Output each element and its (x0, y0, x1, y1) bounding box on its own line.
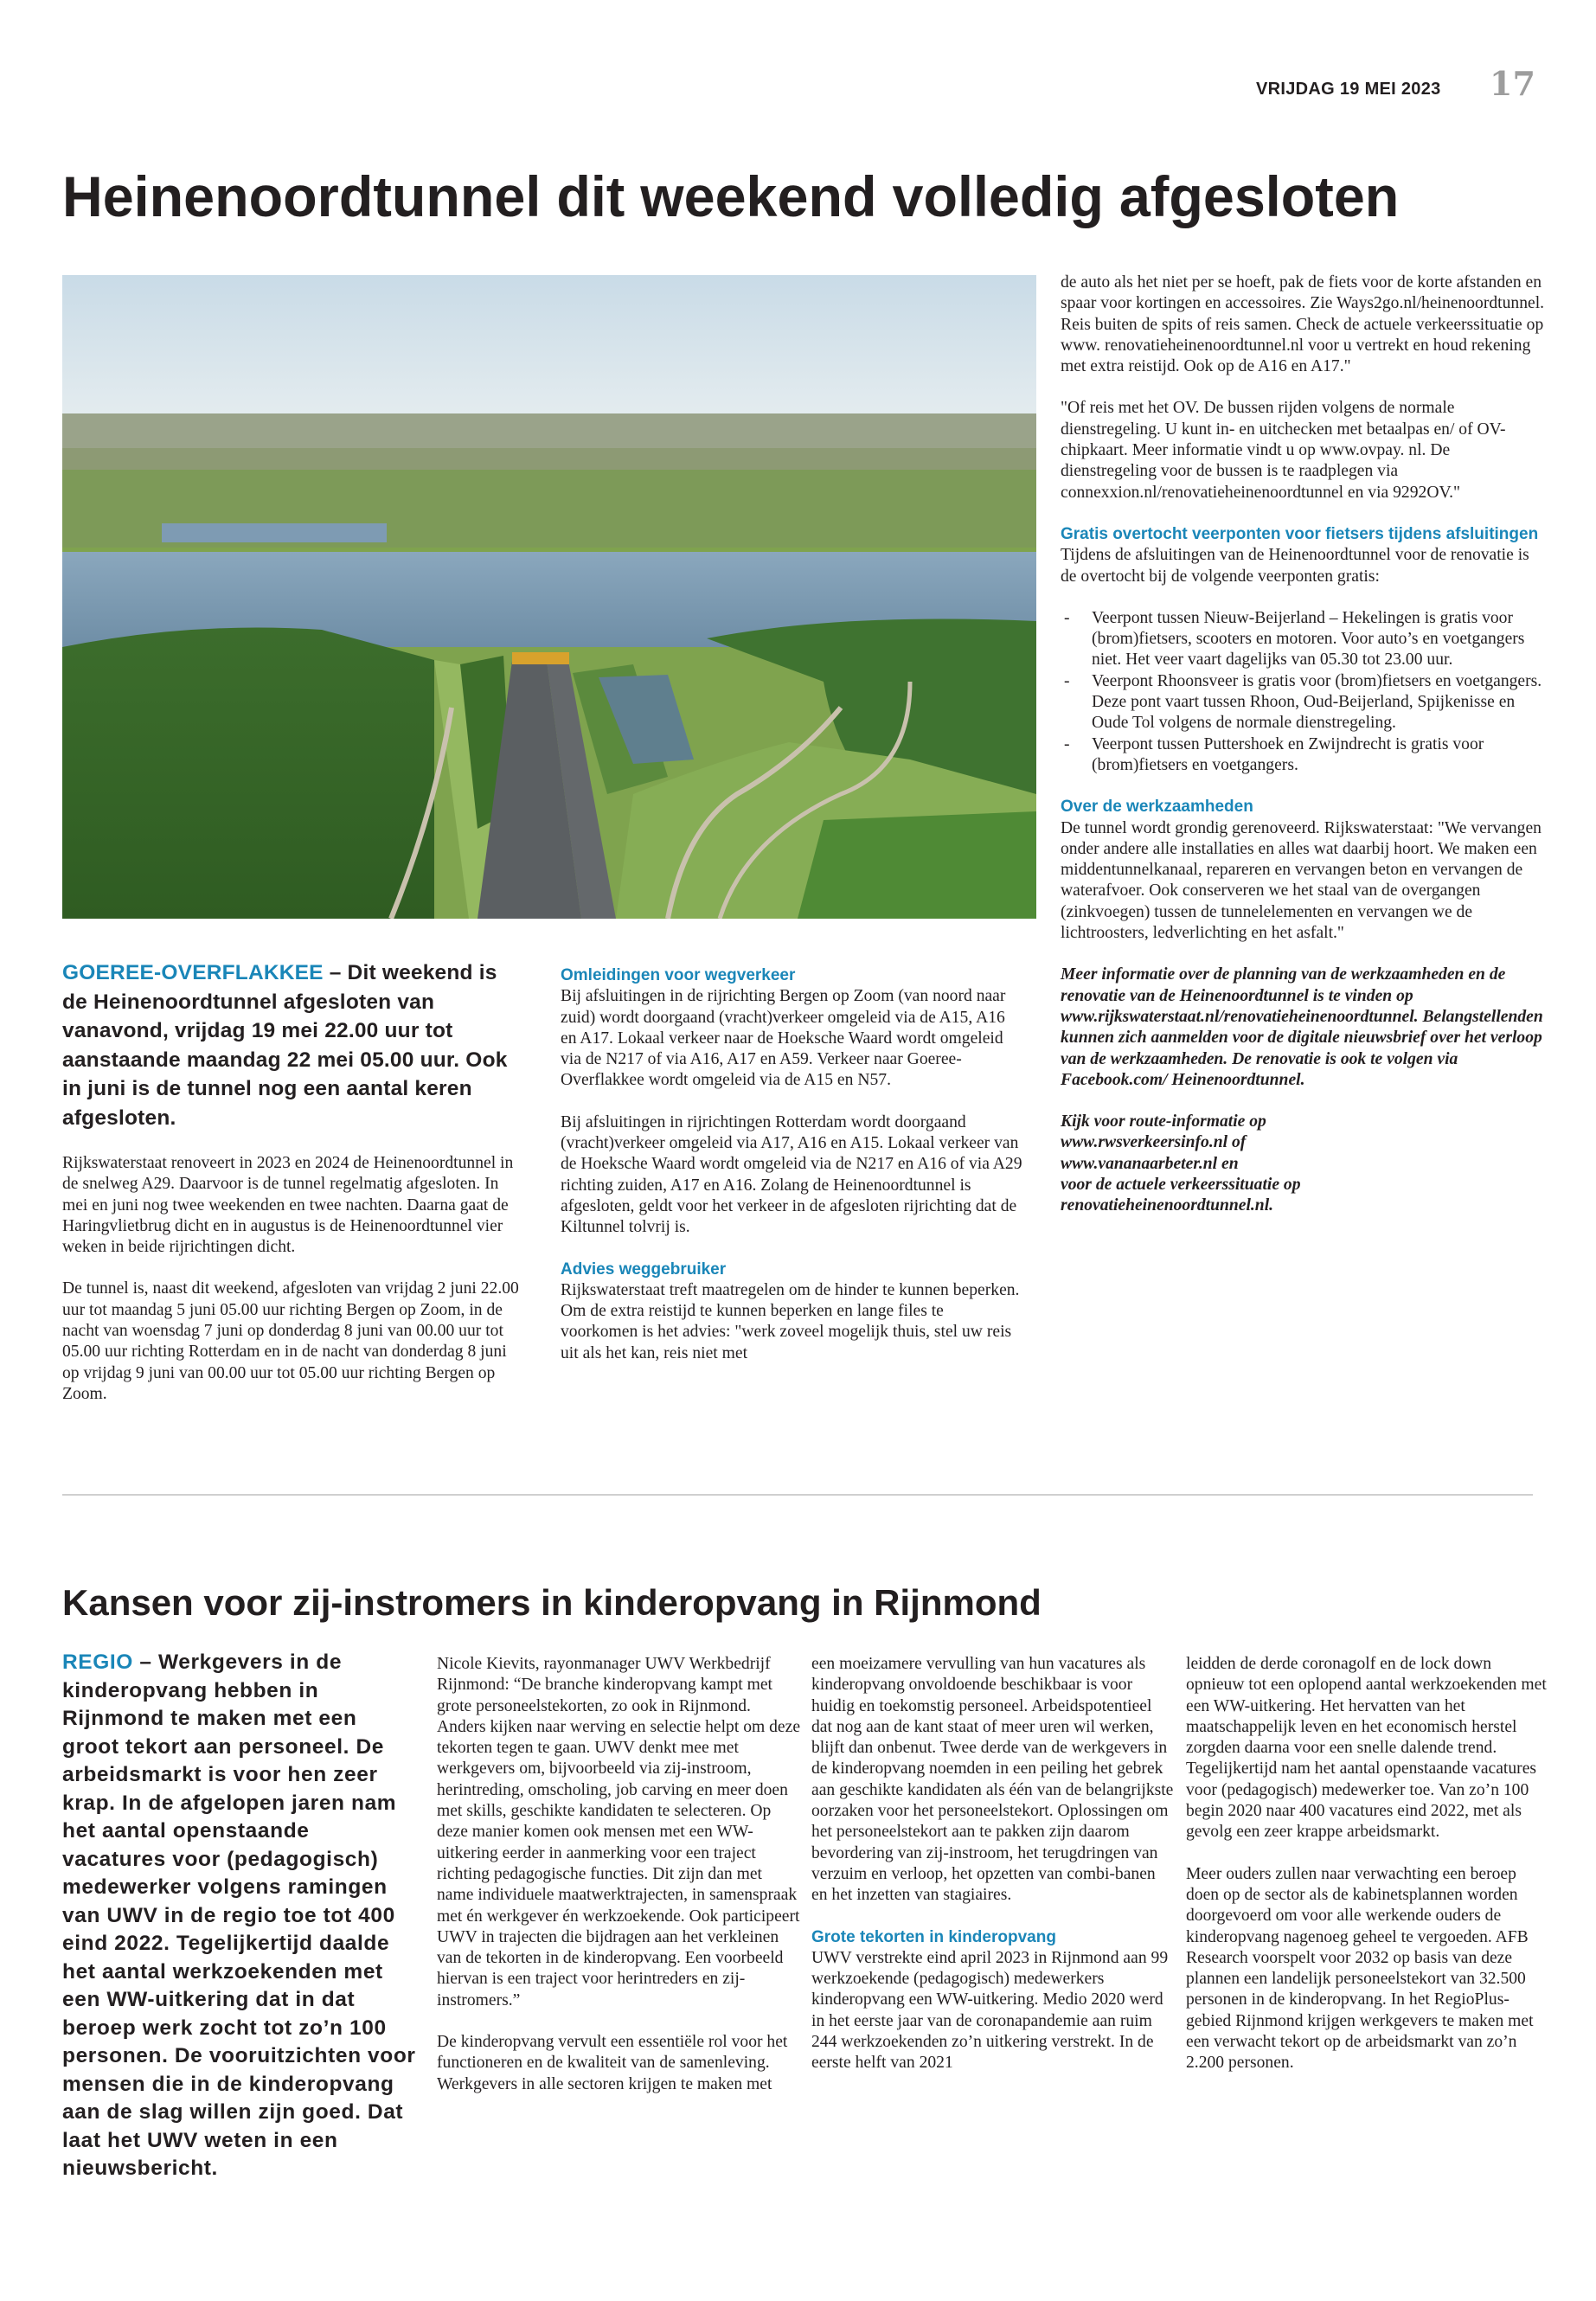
body-paragraph: Rijkswaterstaat renoveert in 2023 en 2024 de Heinenoordtunnel in de snelweg A29. Daarvoor is de tunnel regelmatig afgesloten. In mei en juni nog twee weekenden en twee nachten. Daarna gaat de Haringvlietbrug dicht en in augustus is de Heinenoordtunnel vier weken in beide rijrichtingen dicht. (62, 1154, 514, 1257)
body-paragraph: Nicole Kievits, rayonmanager UWV Werkbedrijf Rijnmond: “De branche kinderopvang kampt met grote personeelstekorten, zo ook in Rijnmond. Anders kijken naar werving en selectie helpt om deze tekorten tegen te gaan. UWV denkt mee met werkgevers om, bijvoorbeeld via zij-instroom, herintreding, omscholing, job carving en meer doen met skills, geschikte kandidaten te selecteren. Op deze manier komen ook mensen met een WW-uitkering eerder in aanmerking voor een traject richting pedagogische functies. Dit zijn dan met name individuele maatwerktrajecten, in samenspraak met én werkgever én werkzoekende. Ook participeert UWV in trajecten die bijdragen aan het verkleinen van de tekorten in de kinderopvang. Een voorbeeld hiervan is een traject voor herintreders en zij-instromers.” (437, 1655, 801, 2009)
article-2-column-2 (437, 1654, 800, 2095)
page-number: 17 (1490, 64, 1535, 103)
body-paragraph: UWV verstrekte eind april 2023 in Rijnmond aan 99 werkzoekende (pedagogisch) medewerkers kinderopvang een WW-uitkering. Medio 2020 werd in het eerste jaar van de coronapandemie aan ruim 244 werkzoekenden zo’n uitkering verstrekt. In de eerste helft van 2021 (811, 1948, 1169, 2073)
article-divider (62, 1494, 1533, 1496)
article-2-column-4 (1186, 1654, 1549, 2074)
more-info-note: Meer informatie over de planning van de werkzaamheden en de renovatie van de Heinenoordtunnel is te vinden op www.rijkswaterstaat.nl/renovatieheinenoordtunnel. Belangstellenden kunnen zich aanmelden voor de digitale nieuwsbrief over het verloop van de werkzaamheden. De renovatie is ook te volgen via Facebook.com/ Heinenoordtunnel. (1061, 965, 1543, 1089)
ferry-list-item: - Veerpont tussen Nieuw-Beijerland – Hekelingen is gratis voor (brom)fietsers, scooters en motoren. Voor auto’s en voetgangers niet. Het veer vaart dagelijks van 05.30 tot 23.00 uur. (1061, 608, 1545, 671)
body-paragraph: De kinderopvang vervult een essentiële rol voor het functioneren en de kwaliteit van de samenleving. Werkgevers in alle sectoren krijgen te maken met (437, 2033, 788, 2093)
aerial-photo-heinenoordtunnel (62, 275, 1036, 919)
issue-date: VRIJDAG 19 MEI 2023 (1256, 80, 1441, 99)
body-paragraph: de auto als het niet per se hoeft, pak de fiets voor de korte afstanden en spaar voor kortingen en accessoires. Zie Ways2go.nl/heinenoordtunnel. Reis buiten de spits of reis samen. Check de actuele verkeerssituatie op www. renovatieheinenoordtunnel.nl voor u vertrekt en houd rekening met extra reistijd. Ook op de A16 en A17." (1061, 273, 1545, 376)
article-2-headline: Kansen voor zij-instromers in kinderopvang in Rijnmond (62, 1582, 1042, 1623)
body-paragraph: Rijkswaterstaat treft maatregelen om de hinder te kunnen beperken. Om de extra reistijd te kunnen beperken en lange files te voorkomen is het advies: "werk zoveel mogelijk thuis, stel uw reis uit als het kan, reis niet met (561, 1280, 1020, 1362)
body-paragraph: "Of reis met het OV. De bussen rijden volgens de normale dienstregeling. U kunt in- en uitchecken met betaalpas en/ of OV-chipkaart. Meer informatie vindt u op www.ovpay. nl. De dienstregeling voor de bussen is te raadplegen via connexxion.nl/renovatieheinenoordtunnel en via 9292OV." (1061, 399, 1506, 502)
route-info-link[interactable]: renovatieheinenoordtunnel.nl. (1061, 1196, 1274, 1215)
subheading-large-shortages: Grote tekorten in kinderopvang (811, 1927, 1056, 1946)
article-1-column-2 (561, 965, 1023, 1364)
dateline-kicker: GOEREE-OVERFLAKKEE (62, 961, 324, 984)
lead-text: – Dit weekend is de Heinenoordtunnel afgesloten van vanavond, vrijdag 19 mei 22.00 uur tot aanstaande maandag 22 mei 05.00 uur. Ook in juni is de tunnel nog een aantal keren afgesloten. (62, 961, 508, 1130)
route-info-link[interactable]: www.rwsverkeersinfo.nl of (1061, 1133, 1247, 1152)
article-1-column-3 (1061, 272, 1545, 1217)
route-info-note (1061, 1112, 1545, 1216)
article-2-lead (62, 1649, 417, 2183)
subheading-free-ferries: Gratis overtocht veerponten voor fietsers tijdens afsluitingen (1061, 524, 1539, 543)
aerial-photo-illustration (62, 275, 1036, 919)
ferry-list (1061, 608, 1545, 776)
article-2-column-3 (811, 1654, 1175, 2074)
ferry-list-item: - Veerpont tussen Puttershoek en Zwijndrecht is gratis voor (brom)fietsers en voetgangers. (1061, 734, 1545, 777)
route-info-link[interactable]: www.vananaarbeter.nl en (1061, 1154, 1239, 1173)
body-paragraph: De tunnel wordt grondig gerenoveerd. Rijkswaterstaat: "We vervangen onder andere alle installaties en alles wat daarbij hoort. We maken een middentunnelkanaal, repareren en vervangen beton en vervangen de waterafvoer. Ook conserveren we het staal van de overgangen (zinkvoegen) tussen de tunnelelementen en vervangen we de lichtroosters, ledverlichting en het asfalt." (1061, 818, 1542, 943)
subheading-detours: Omleidingen voor wegverkeer (561, 966, 796, 984)
body-paragraph: Bij afsluitingen in de rijrichting Bergen op Zoom (van noord naar zuid) wordt doorgaand (vracht)verkeer omgeleid via de A15, A16 en A17. Lokaal verkeer naar de Hoeksche Waard wordt omgeleid via de N217 of via A16, A17 en A59. Verkeer naar Goeree-Overflakkee wordt omgeleid via de A15 en N57. (561, 987, 1006, 1090)
route-info-line: Kijk voor route-informatie op (1061, 1112, 1266, 1131)
subheading-about-works: Over de werkzaamheden (1061, 798, 1253, 817)
lead-text: – Werkgevers in de kinderopvang hebben in Rijnmond te maken met een groot tekort aan personeel. De arbeidsmarkt is voor hen zeer krap. In de afgelopen jaren nam het aantal openstaande vacatures voor (pedagogisch) medewerker volgens ramingen van UWV in de regio toe tot 400 eind 2022. Tegelijkertijd daalde het aantal werkzoekenden met een WW-uitkering dat in dat beroep werk zocht tot zo’n 100 personen. De vooruitzichten voor mensen die in de kinderopvang aan de slag willen zijn goed. Dat laat het UWV weten in een nieuwsbericht. (62, 1650, 416, 2180)
body-paragraph: De tunnel is, naast dit weekend, afgesloten van vrijdag 2 juni 22.00 uur tot maandag 5 juni 05.00 uur richting Bergen op Zoom, in de nacht van woensdag 7 juni op donderdag 8 juni van 00.00 uur tot 05.00 uur richting Rotterdam en in de nacht van donderdag 8 juni op vrijdag 9 juni van 00.00 uur tot 05.00 uur richting Bergen op Zoom. (62, 1279, 519, 1403)
body-paragraph: leidden de derde coronagolf en de lock down opnieuw tot een oplopend aantal werkzoekenden met een WW-uitkering. Het hervatten van het maatschappelijk leven en het economisch herstel zorgden daarna voor een snelle dalende trend. Tegelijkertijd nam het aantal openstaande vacatures voor (pedagogisch) medewerker toe. Van zo’n 100 begin 2020 naar 400 vacatures eind 2022, met als gevolg een zeer krappe arbeidsmarkt. (1186, 1655, 1547, 1842)
article-2-column-1 (62, 1649, 417, 2183)
article-1-lead (62, 958, 523, 1132)
ferry-list-item: - Veerpont Rhoonsveer is gratis voor (brom)fietsers en voetgangers. Deze pont vaart tussen Rhoon, Oud-Beijerland, Spijkenisse en Oude Tol volgens de normale dienstregeling. (1061, 671, 1545, 734)
body-paragraph: Tijdens de afsluitingen van de Heinenoordtunnel voor de renovatie is de overtocht bij de volgende veerponten gratis: (1061, 546, 1529, 586)
article-1-headline: Heinenoordtunnel dit weekend volledig afgesloten (62, 164, 1400, 228)
dateline-kicker: REGIO (62, 1650, 133, 1674)
article-1-column-1 (62, 958, 523, 1405)
body-paragraph: Bij afsluitingen in rijrichtingen Rotterdam wordt doorgaand (vracht)verkeer omgeleid via A17, A16 en A15. Lokaal verkeer van de Hoeksche Waard wordt omgeleid via de N217 en A16 of via A29 richting zuiden, A17 en A16. Zolang de Heinenoordtunnel is afgesloten, geldt voor het verkeer in de afgesloten rijrichting dat de Kiltunnel tolvrij is. (561, 1112, 1022, 1237)
subheading-road-user-advice: Advies weggebruiker (561, 1259, 727, 1279)
route-info-line: voor de actuele verkeerssituatie op (1061, 1175, 1301, 1194)
body-paragraph: Meer ouders zullen naar verwachting een beroep doen op de sector als de kabinetsplannen worden doorgevoerd om voor alle werkende ouders de kinderopvang nagenoeg geheel te vergoeden. AFB Research voorspelt voor 2032 op basis van deze plannen een landelijk personeelstekort van 32.500 personen in de kinderopvang. In het RegioPlus-gebied Rijnmond krijgen werkgevers te maken met een verwacht tekort op de arbeidsmarkt van zo’n 2.200 personen. (1186, 1864, 1534, 2073)
body-paragraph: een moeizamere vervulling van hun vacatures als kinderopvang onvoldoende beschikbaar is voor huidig en toekomstig personeel. Arbeidspotentieel dat nog aan de kant staat of meer uren wil werken, blijft dan onbenut. Twee derde van de werkgevers in de kinderopvang noemden in een peiling het gebrek aan geschikte kandidaten als één van de belangrijkste oorzaken voor het personeelstekort. Oplossingen om het personeelstekort aan te pakken zijn daarom bevordering van zij-instroom, het terugdringen van verzuim en verloop, het opzetten van combi-banen en het inzetten van stagiaires. (811, 1655, 1174, 1905)
